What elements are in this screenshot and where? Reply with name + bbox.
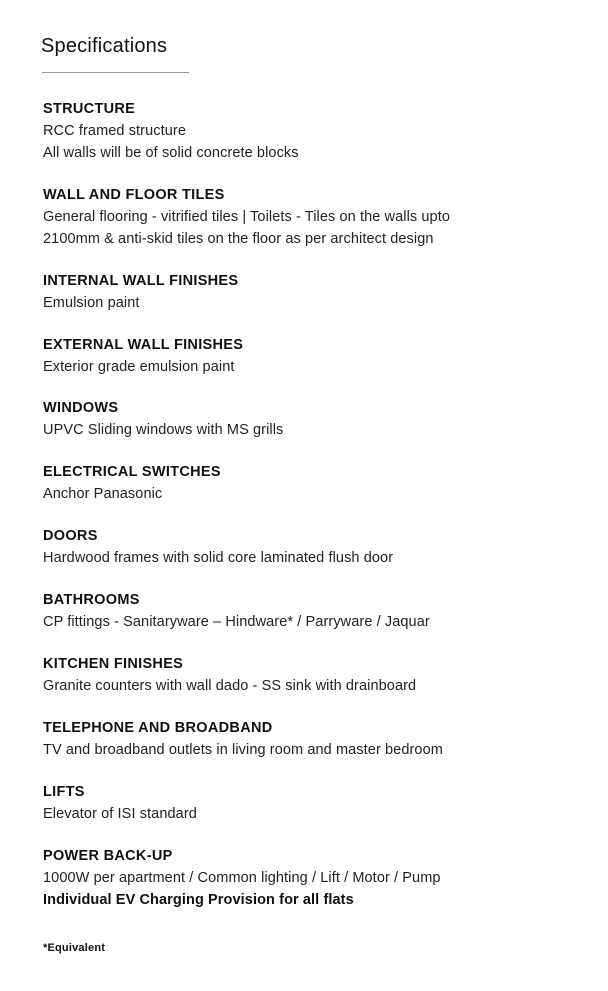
spec-detail: TV and broadband outlets in living room and master bedroom <box>43 742 443 758</box>
spec-detail: All walls will be of solid concrete blocks <box>43 144 299 161</box>
spec-detail: 2100mm & anti-skid tiles on the floor as per architect design <box>43 230 434 247</box>
spec-heading: DOORS <box>43 528 98 544</box>
spec-heading: POWER BACK-UP <box>43 848 173 864</box>
spec-windows <box>43 399 283 442</box>
page-title: Specifications <box>41 35 168 57</box>
footnote-equivalent: *Equivalent <box>43 942 106 954</box>
spec-power-back-up <box>43 847 441 911</box>
spec-lifts <box>43 783 197 826</box>
spec-heading: LIFTS <box>43 784 85 800</box>
spec-detail: Hardwood frames with solid core laminated flush door <box>43 550 394 566</box>
spec-heading: ELECTRICAL SWITCHES <box>43 464 221 480</box>
spec-heading: WINDOWS <box>43 400 119 416</box>
spec-detail: Anchor Panasonic <box>43 486 163 502</box>
spec-heading: BATHROOMS <box>43 592 140 608</box>
spec-heading: WALL AND FLOOR TILES <box>43 187 225 203</box>
spec-heading: KITCHEN FINISHES <box>43 656 184 672</box>
spec-detail: 1000W per apartment / Common lighting / Lift / Motor / Pump <box>43 870 441 886</box>
spec-electrical-switches <box>43 463 221 506</box>
spec-heading: STRUCTURE <box>43 101 136 117</box>
spec-detail: Elevator of ISI standard <box>43 806 197 822</box>
spec-detail: Granite counters with wall dado - SS sink with drainboard <box>43 678 417 694</box>
spec-heading: EXTERNAL WALL FINISHES <box>43 337 244 353</box>
spec-kitchen-finishes <box>43 655 416 698</box>
spec-external-wall-finishes <box>43 336 243 379</box>
spec-detail: Emulsion paint <box>43 295 140 311</box>
spec-detail: CP fittings - Sanitaryware – Hindware* / Parryware / Jaquar <box>43 614 430 630</box>
spec-detail: UPVC Sliding windows with MS grills <box>43 422 284 438</box>
title-divider <box>42 72 189 73</box>
spec-internal-wall-finishes <box>43 272 238 315</box>
spec-detail: General flooring - vitrified tiles | Toilets - Tiles on the walls upto <box>43 209 451 225</box>
ev-charging-note: Individual EV Charging Provision for all flats <box>43 891 354 908</box>
spec-heading: INTERNAL WALL FINISHES <box>43 273 239 289</box>
spec-wall-and-floor-tiles <box>43 186 450 250</box>
spec-bathrooms <box>43 591 430 634</box>
spec-telephone-and-broadband <box>43 719 443 762</box>
spec-doors <box>43 527 393 570</box>
spec-detail: Exterior grade emulsion paint <box>43 359 235 375</box>
spec-detail: RCC framed structure <box>43 123 187 139</box>
spec-structure <box>43 100 299 164</box>
spec-heading: TELEPHONE AND BROADBAND <box>43 720 273 736</box>
